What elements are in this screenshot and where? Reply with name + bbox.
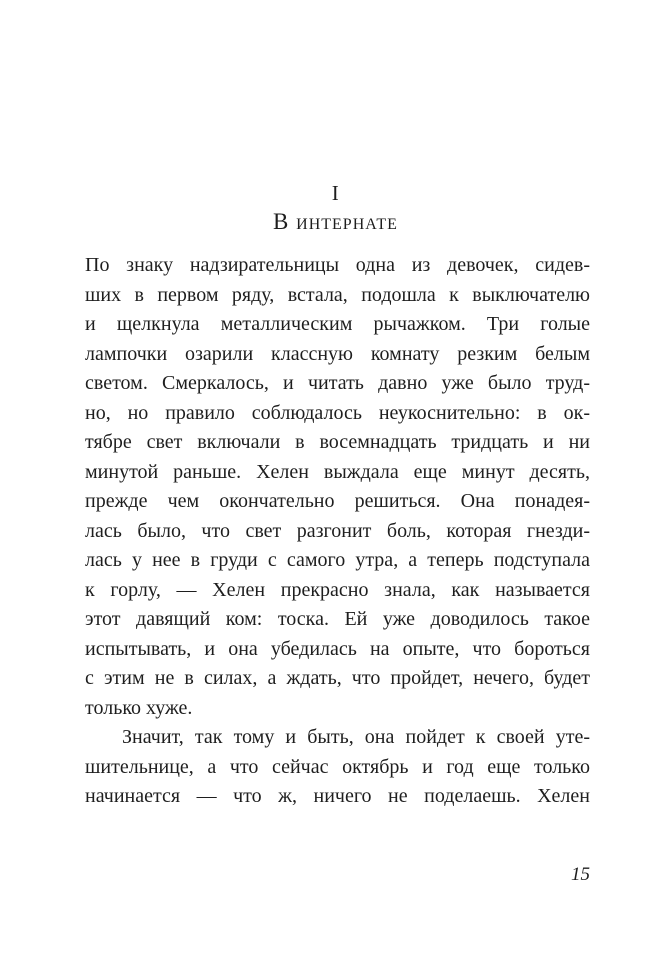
text-line: Значит, так тому и быть, она пойдет к своей уте-	[122, 726, 590, 748]
text-line: этот давящий ком: тоска. Ей уже доводилось такое	[85, 608, 590, 630]
text-line: ших в первом ряду, встала, подошла к выключателю	[85, 283, 590, 306]
text-line: и щелкнула металлическим рычажком. Три голые	[85, 313, 590, 335]
text-line: только хуже.	[85, 696, 193, 719]
chapter-number: I	[331, 181, 340, 205]
text-line: испытывать, и она убедилась на опыте, что бороться	[85, 637, 590, 660]
text-line: тябре свет включали в восемнадцать тридцать и ни	[85, 431, 590, 453]
text-line: прежде чем окончательно решиться. Она понадея-	[85, 490, 590, 512]
text-line: лампочки озарили классную комнату резким белым	[85, 342, 590, 365]
text-line: минутой раньше. Хелен выждала еще минут десять,	[85, 460, 590, 483]
text-line: к горлу, — Хелен прекрасно знала, как называется	[85, 578, 590, 601]
text-line: лась у нее в груди с самого утра, а теперь подступала	[85, 549, 590, 571]
body-text	[85, 251, 590, 812]
text-line: светом. Смеркалось, и читать давно уже было труд-	[85, 372, 590, 394]
text-line: но, но правило соблюдалось неукоснительно: в ок-	[85, 401, 590, 424]
text-line: шительнице, а что сейчас октябрь и год еще только	[85, 755, 590, 778]
page-number: 15	[571, 864, 590, 885]
chapter-title: В интернате	[273, 209, 398, 234]
text-line: По знаку надзирательницы одна из девочек, сидев-	[85, 254, 590, 276]
text-line: лась было, что свет разгонит боль, которая гнезди-	[85, 519, 590, 542]
text-line: с этим не в силах, а ждать, что пройдет, нечего, будет	[85, 667, 590, 689]
text-line: начинается — что ж, ничего не поделаешь. Хелен	[85, 785, 590, 807]
